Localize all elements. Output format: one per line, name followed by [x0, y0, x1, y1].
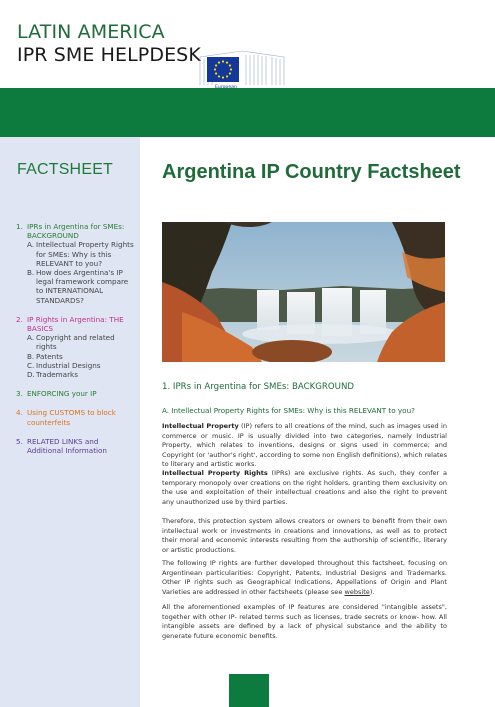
toc-section-2[interactable]	[16, 315, 134, 379]
header-band	[0, 88, 495, 137]
toc-subitem-letter: A.	[27, 240, 35, 250]
eu-star-icon	[218, 75, 220, 77]
eu-star-icon	[215, 72, 217, 74]
paragraph-ip-definition	[162, 422, 447, 470]
brand-subtitle: IPR SME HELPDESK	[17, 44, 201, 66]
toc-number: 4.	[16, 408, 23, 418]
paragraph-text: ).	[369, 587, 375, 596]
eu-star-icon	[218, 61, 220, 63]
term-ip: Intellectual Property	[162, 422, 239, 430]
website-link[interactable]: website	[344, 587, 370, 596]
toc-subitem-label: How does Argentina's IP legal framework compare to INTERNATIONAL STANDARDS?	[36, 268, 129, 305]
toc-number: 3.	[16, 389, 23, 399]
toc-section-4[interactable]	[16, 408, 134, 426]
header	[0, 0, 495, 88]
eu-star-icon	[222, 76, 224, 78]
eu-star-icon	[215, 64, 217, 66]
toc-label: ENFORCING your IP	[27, 389, 97, 399]
toc-subitem-label: Patents	[36, 351, 63, 361]
toc-label: Using CUSTOMS to block counterfeits	[27, 408, 116, 427]
eu-flag-icon	[207, 57, 239, 82]
toc-number: 1.	[16, 222, 23, 231]
eu-star-icon	[214, 68, 216, 70]
toc-subitem[interactable]	[27, 333, 134, 351]
paragraph-iprs	[162, 469, 447, 507]
waterfall-photo	[162, 222, 445, 362]
toc-subitems	[16, 333, 134, 379]
toc-subitem[interactable]	[27, 370, 134, 379]
toc-subitem[interactable]	[27, 240, 134, 268]
toc-subitem-letter: D.	[27, 370, 35, 380]
brand-title: LATIN AMERICA	[17, 21, 165, 43]
toc-subitem-label: Trademarks	[36, 370, 78, 380]
toc-section-5[interactable]	[16, 437, 134, 455]
toc-section-1[interactable]	[16, 222, 134, 305]
eu-star-icon	[229, 64, 231, 66]
eu-star-icon	[226, 61, 228, 63]
sidebar-title: FACTSHEET	[17, 161, 114, 178]
eu-star-icon	[226, 75, 228, 77]
toc-subitem-label: Intellectual Property Rights for SMEs: Why is this RELEVANT to you?	[36, 240, 134, 268]
toc-number: 2.	[16, 314, 23, 324]
toc-subitem-letter: C.	[27, 360, 35, 370]
term-iprs: Intellectual Property Rights	[162, 469, 268, 477]
paragraph-intangible-assets: All the aforementioned examples of IP features are considered "intangible assets", together with other IP- related terms such as licenses, trade secrets or know- how. All intangible assets are defined by a lack of physical substance and the ability to generate future economic benefits.	[162, 603, 447, 640]
eu-star-icon	[222, 60, 224, 62]
paragraph-following-rights	[162, 559, 447, 597]
section-heading: 1. IPRs in Argentina for SMEs: BACKGROUND	[162, 382, 354, 392]
toc-label: IPRs in Argentina for SMEs: BACKGROUND	[27, 222, 125, 241]
toc-number: 5.	[16, 436, 23, 446]
toc-subitem-letter: A.	[27, 333, 35, 343]
toc-subitem[interactable]	[27, 268, 134, 305]
toc-subitems	[16, 240, 134, 304]
paragraph-protection: Therefore, this protection system allows creators or owners to benefit from their own intellectual work or investments in creations and innovations, as well as to protect their moral and economic interests resulting from the authorship of scientific, literary or artistic productions.	[162, 517, 447, 554]
table-of-contents	[16, 222, 134, 465]
toc-subitem-label: Industrial Designs	[36, 360, 101, 370]
footer-green-block	[229, 674, 269, 707]
eu-star-icon	[229, 72, 231, 74]
toc-label: IP Rights in Argentina: THE BASICS	[27, 314, 124, 334]
toc-subitem-letter: B.	[27, 351, 35, 361]
toc-subitem[interactable]	[27, 361, 134, 370]
subsection-heading: A. Intellectual Property Rights for SMEs: Why is this RELEVANT to you?	[162, 406, 415, 415]
paragraph-text: (IP) refers to all creations of the mind, such as images used in commerce or music. IP is usually divided into two categories, namely Industrial Property, which relates to inventions, designs or signs used in commerce; and Copyright (or 'author's right', according to some non English definitions), which relates to literary and artistic works.	[162, 422, 447, 469]
eu-star-icon	[230, 68, 232, 70]
sidebar	[0, 137, 140, 707]
toc-section-3[interactable]	[16, 389, 134, 398]
toc-subitem-letter: B.	[27, 268, 35, 278]
page-title: Argentina IP Country Factsheet	[162, 161, 461, 183]
paragraph-text: The following IP rights are further developed throughout this factsheet, focusing on Argentinean particularities: Copyright, Patents, Industrial Designs and Trademarks. Other IP rights such as Geographical Indications, Appellations of Origin and Plant Varieties are addressed in other factsheets (please see	[162, 559, 447, 596]
toc-subitem-label: Copyright and related rights	[36, 333, 115, 352]
toc-label: RELATED LINKS and Additional Information	[27, 436, 107, 456]
toc-subitem[interactable]	[27, 352, 134, 361]
paragraph-text: (IPRs) are exclusive rights. As such, they confer a temporary monopoly over creations on the right holders, granting them exclusivity on the use and exploitation of their intellectual creations and also the right to prevent any unauthorized use by third parties.	[162, 469, 447, 506]
